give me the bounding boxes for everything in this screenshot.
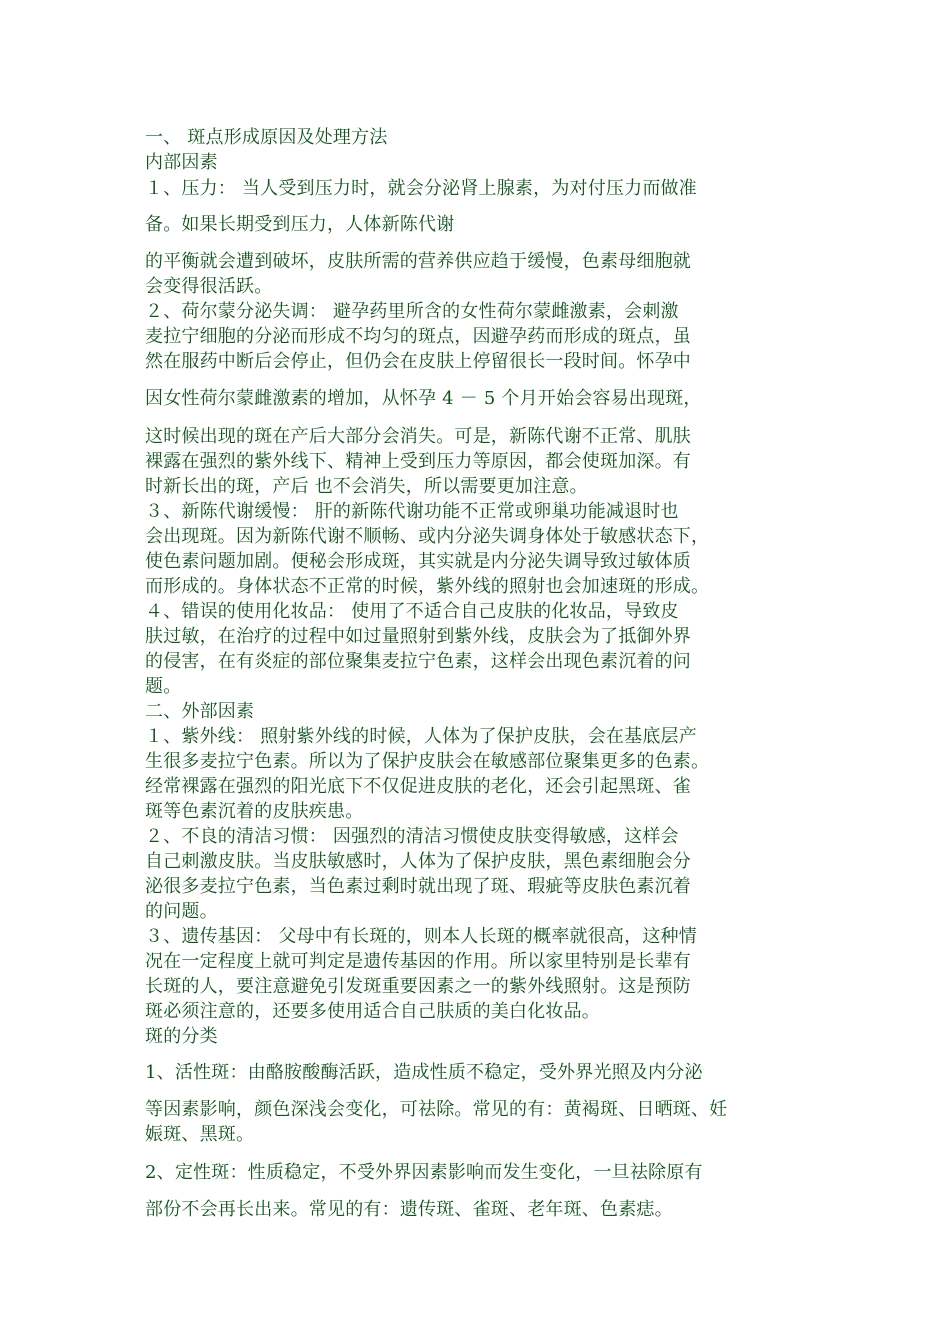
- text-line: ３、新陈代谢缓慢： 肝的新陈代谢功能不正常或卵巢功能减退时也: [145, 501, 679, 522]
- text-line: ３、遗传基因： 父母中有长斑的，则本人长斑的概率就很高，这种情: [145, 926, 697, 947]
- text-line: 2、定性斑：性质稳定，不受外界因素影响而发生变化，一旦祛除原有: [145, 1162, 703, 1183]
- text-line: 麦拉宁细胞的分泌而形成不均匀的斑点，因避孕药而形成的斑点，虽: [145, 326, 691, 347]
- text-line: 经常裸露在强烈的阳光底下不仅促进皮肤的老化，还会引起黑斑、雀: [145, 776, 691, 797]
- text-line: 泌很多麦拉宁色素，当色素过剩时就出现了斑、瑕疵等皮肤色素沉着: [145, 876, 691, 897]
- text-line: 部份不会再长出来。常见的有：遗传斑、雀斑、老年斑、色素痣。: [145, 1199, 673, 1220]
- text-line: 肤过敏，在治疗的过程中如过量照射到紫外线，皮肤会为了抵御外界: [145, 626, 691, 647]
- section-heading-1: 一、 斑点形成原因及处理方法: [145, 127, 388, 148]
- text-line: 1、活性斑：由酪胺酸酶活跃，造成性质不稳定，受外界光照及内分泌: [145, 1062, 703, 1083]
- text-line: 备。如果长期受到压力，人体新陈代谢: [145, 214, 455, 235]
- text-line: 斑必须注意的，还要多使用适合自己肤质的美白化妆品。: [145, 1001, 600, 1022]
- subheading-internal-factors: 内部因素: [145, 152, 218, 173]
- text-line: 等因素影响，颜色深浅会变化，可祛除。常见的有：黄褐斑、日晒斑、妊: [145, 1099, 728, 1120]
- text-line: 娠斑、黑斑。: [145, 1124, 255, 1145]
- text-line: 的平衡就会遭到破坏，皮肤所需的营养供应趋于缓慢，色素母细胞就: [145, 251, 691, 272]
- section-heading-2: 二、外部因素: [145, 701, 255, 722]
- text-line: ２、荷尔蒙分泌失调： 避孕药里所含的女性荷尔蒙雌激素，会刺激: [145, 301, 679, 322]
- text-line: 生很多麦拉宁色素。所以为了保护皮肤会在敏感部位聚集更多的色素。: [145, 751, 710, 772]
- text-line: 时新长出的斑，产后 也不会消失，所以需要更加注意。: [145, 476, 588, 497]
- text-line: 会出现斑。因为新陈代谢不顺畅、或内分泌失调身体处于敏感状态下，: [145, 526, 710, 547]
- text-line: 因女性荷尔蒙雌激素的增加，从怀孕 4 － 5 个月开始会容易出现斑，: [145, 388, 702, 409]
- text-line: 的问题。: [145, 901, 218, 922]
- text-line: １、紫外线： 照射紫外线的时候，人体为了保护皮肤，会在基底层产: [145, 726, 697, 747]
- text-line: 这时候出现的斑在产后大部分会消失。可是，新陈代谢不正常、肌肤: [145, 426, 691, 447]
- text-line: 况在一定程度上就可判定是遗传基因的作用。所以家里特别是长辈有: [145, 951, 691, 972]
- text-line: 斑等色素沉着的皮肤疾患。: [145, 801, 364, 822]
- text-line: 的侵害，在有炎症的部位聚集麦拉宁色素，这样会出现色素沉着的问: [145, 651, 691, 672]
- subheading-classification: 斑的分类: [145, 1026, 218, 1047]
- text-line: １、压力： 当人受到压力时，就会分泌肾上腺素，为对付压力而做准: [145, 178, 697, 199]
- text-line: 裸露在强烈的紫外线下、精神上受到压力等原因，都会使斑加深。有: [145, 451, 691, 472]
- text-line: ２、不良的清洁习惯： 因强烈的清洁习惯使皮肤变得敏感，这样会: [145, 826, 679, 847]
- text-line: 使色素问题加剧。便秘会形成斑，其实就是内分泌失调导致过敏体质: [145, 551, 691, 572]
- text-line: 自己刺激皮肤。当皮肤敏感时，人体为了保护皮肤，黑色素细胞会分: [145, 851, 691, 872]
- text-line: 而形成的。身体状态不正常的时候，紫外线的照射也会加速斑的形成。: [145, 576, 710, 597]
- text-line: 然在服药中断后会停止，但仍会在皮肤上停留很长一段时间。怀孕中: [145, 351, 691, 372]
- text-line: 会变得很活跃。: [145, 276, 273, 297]
- text-line: 题。: [145, 676, 182, 697]
- text-line: ４、错误的使用化妆品： 使用了不适合自己皮肤的化妆品，导致皮: [145, 601, 679, 622]
- text-line: 长斑的人，要注意避免引发斑重要因素之一的紫外线照射。这是预防: [145, 976, 691, 997]
